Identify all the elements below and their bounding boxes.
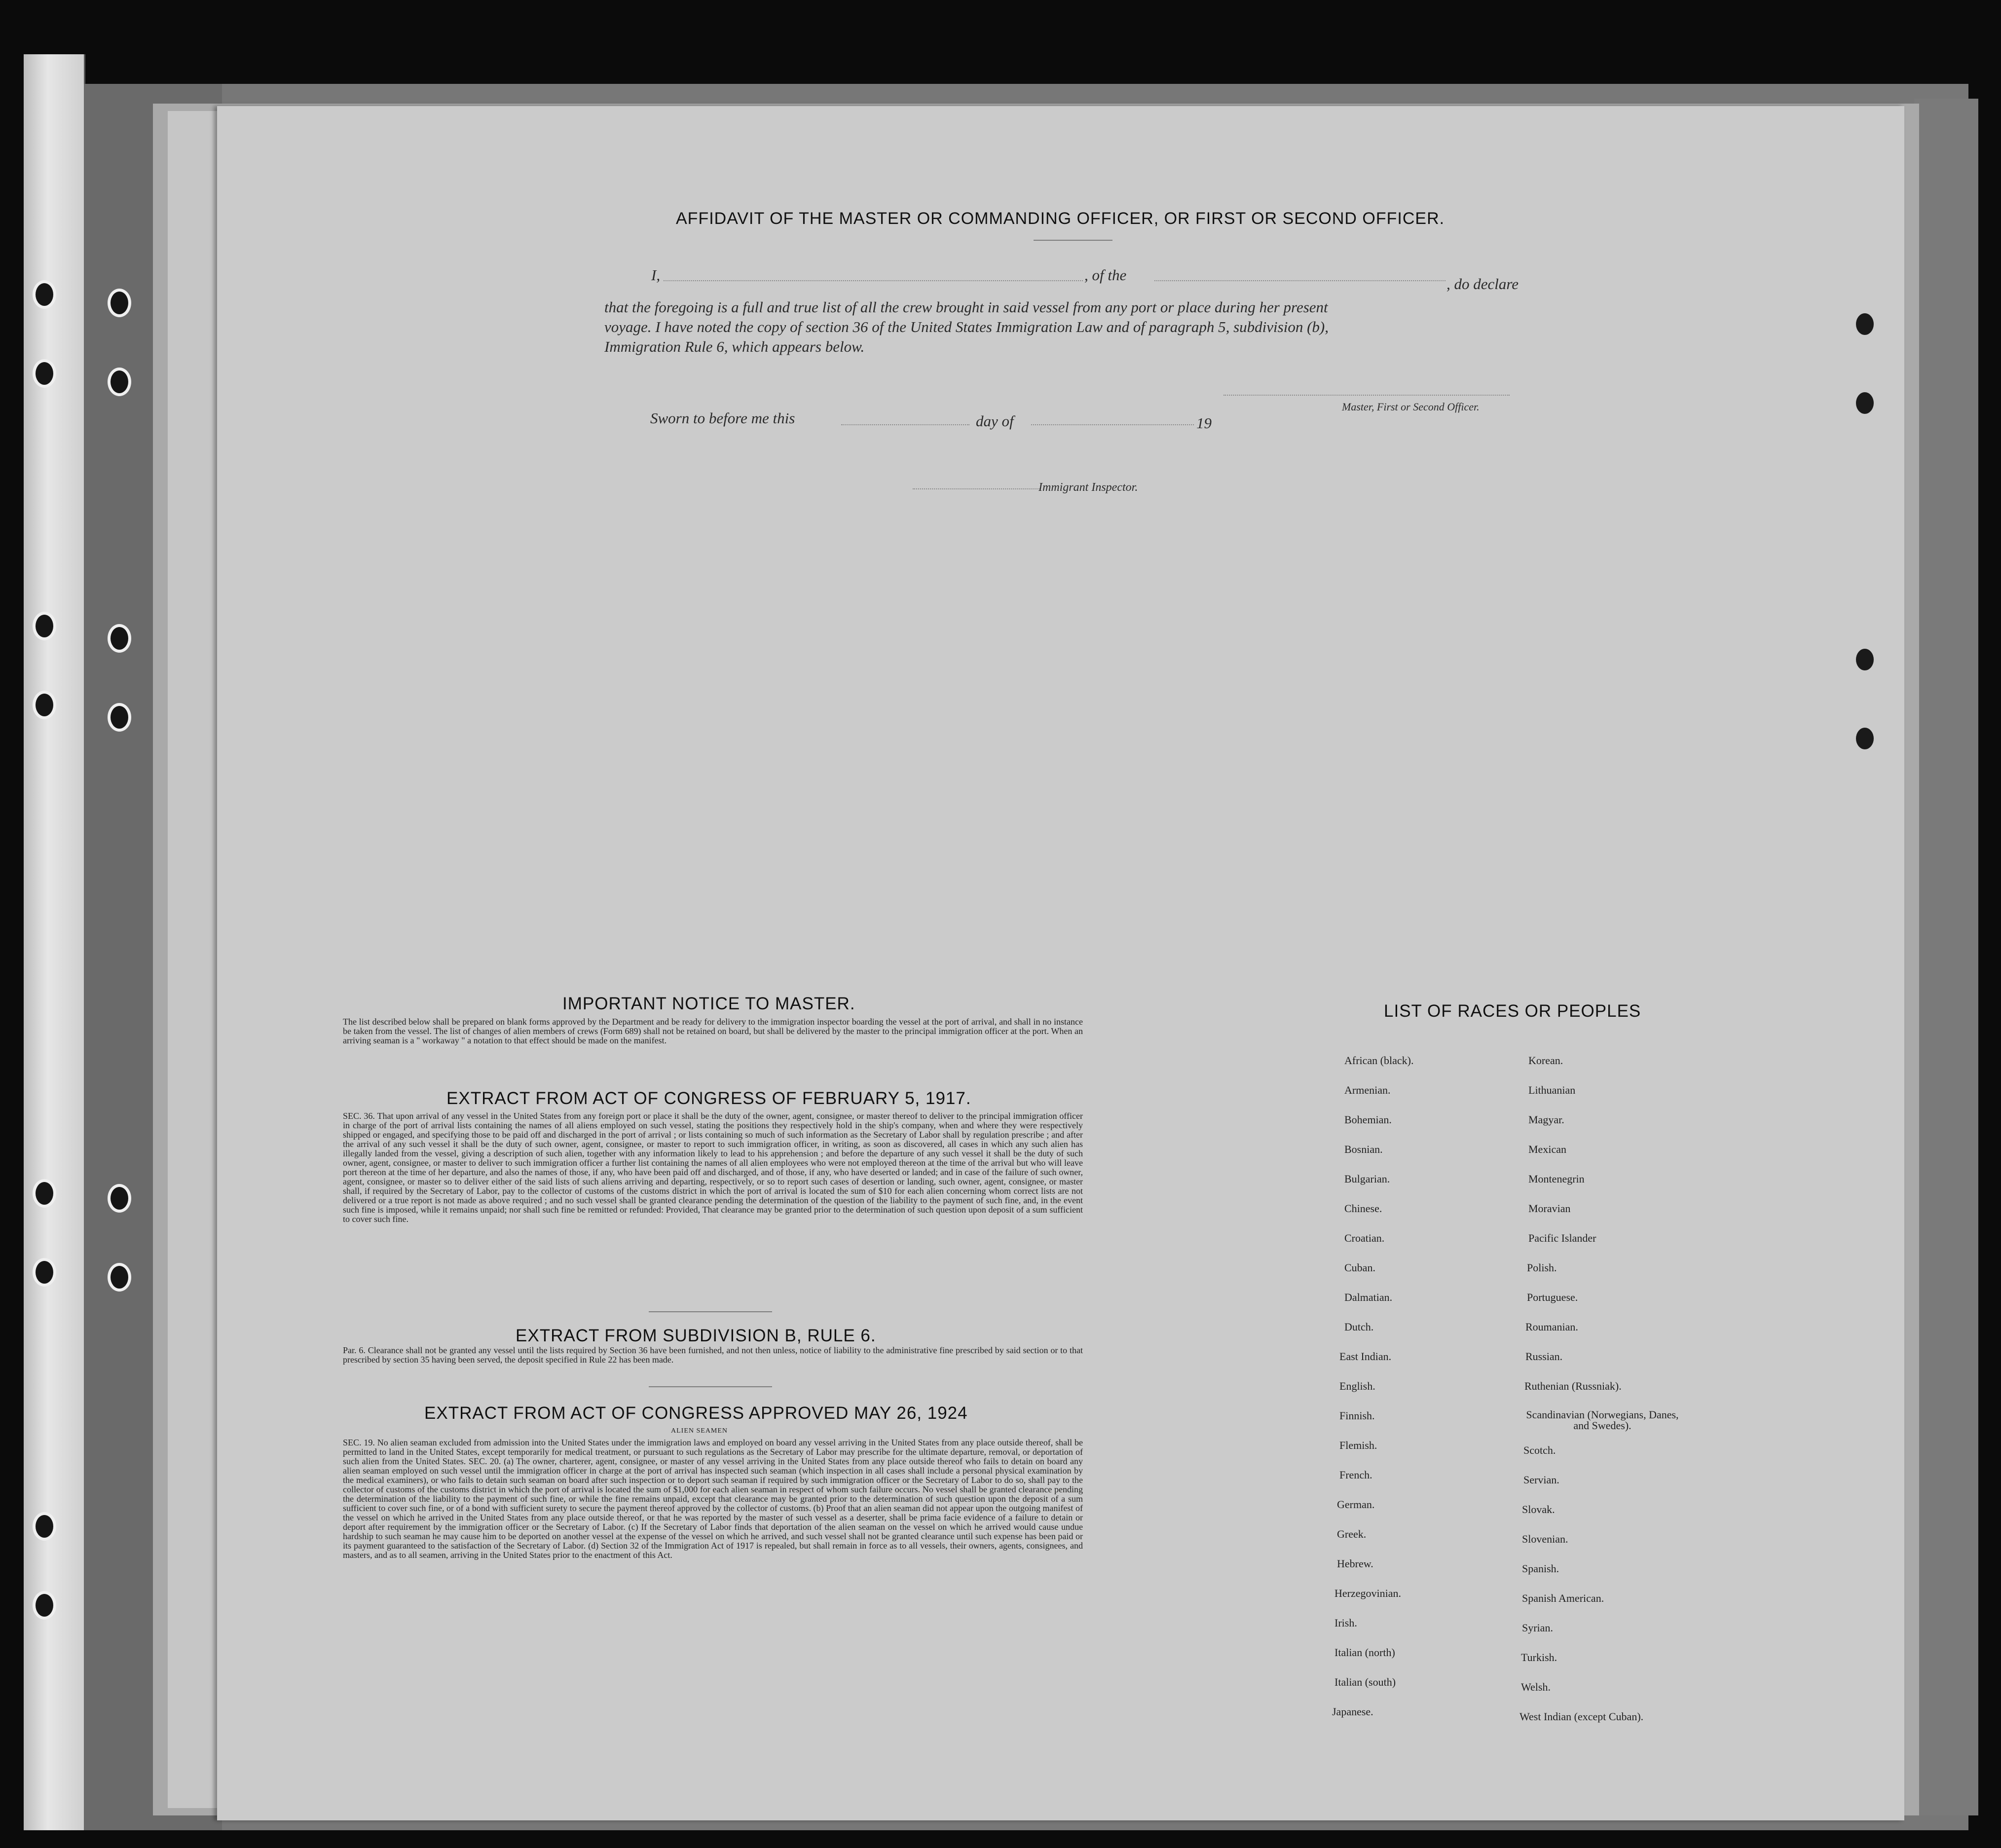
punch-hole: [1856, 728, 1874, 749]
race-item: Bosnian.: [1344, 1143, 1383, 1155]
race-item: Cuban.: [1344, 1261, 1375, 1274]
notice-text: The list described below shall be prepared on blank forms approved by the Department and be ready for delivery to the immigration inspector boarding the vessel at the port of arrival, and shall in no instance be taken from the vessel. The list of changes of alien members of crews (Form 689) shall not be retained on board, but shall be delivered by the master to the principal immigration officer at the port. When an arriving seaman is a " workaway " a notation to that effect should be made on the manifest.: [343, 1017, 1083, 1045]
affidavit-i-label: I,: [651, 266, 661, 284]
race-item: Syrian.: [1522, 1622, 1553, 1634]
extract-rule6-title: EXTRACT FROM SUBDIVISION B, RULE 6.: [516, 1326, 876, 1345]
binding-strip: [24, 54, 85, 1830]
race-item: Hebrew.: [1337, 1557, 1373, 1570]
binding-hole: [33, 1258, 56, 1287]
race-item: Spanish.: [1522, 1562, 1559, 1575]
race-item: East Indian.: [1339, 1350, 1392, 1363]
race-item: English.: [1339, 1380, 1375, 1392]
extract-1924-text: SEC. 19. No alien seaman excluded from admission into the United States under the immigration laws and employed on board any vessel arriving in the United States from any place outside thereof, shall be permitted to land in the United States, except temporarily for medical treatment, or pursuant to such regulations as the Secretary of Labor may prescribe for the ultimate departure, removal, or deportation of such alien from the United States. SEC. 20. (a) The owner, charterer, agent, consignee, or master of any vessel arriving in the United States from any place outside thereof who fails to detain on board any alien seaman employed on such vessel until the immigration officer in charge at the port of arrival has inspected such seaman (which inspection in all cases shall include a personal physical examination by the medical examiners), or who fails to detain such seaman on board after such inspection or to deport such seaman if required by such immigration officer or the Secretary of Labor to do so, shall pay to the collector of customs of the customs district in which the port of arrival is located the sum of $1,000 for each alien seaman in respect of whom such failure occurs. No vessel shall be granted clearance pending the determination of the liability to the payment of such fine, or while the fine remains unpaid, except that clearance may be granted prior to the determination of such question upon the deposit of a sum sufficient to cover such fine, or of a bond with sufficient surety to secure the payment thereof approved by the collector of customs. (b) Proof that an alien seaman did not appear upon the outgoing manifest of the vessel on which he arrived in the United States from any place outside thereof, or that he was reported by the master of such vessel as a deserter, shall be prima facie evidence of a failure to detain or deport after requirement by the immigration officer or the Secretary of Labor. (c) If the Secretary of Labor finds that deportation of the alien seaman on the vessel on which he arrived would cause undue hardship to such seaman he may cause him to be deported on another vessel at the expense of the vessel on which he arrived, and such vessel shall not be granted clearance until such expense has been paid or its payment guaranteed to the satisfaction of the Secretary of Labor. (d) Section 32 of the Immigration Act of 1917 is repealed, but shall remain in force as to all vessels, their owners, agents, consignees, and masters, and as to all seamen, arriving in the United States prior to the enactment of this Act.: [343, 1438, 1083, 1560]
race-item: Japanese.: [1332, 1705, 1373, 1718]
binding-hole: [108, 1184, 131, 1213]
binding-hole: [108, 1263, 131, 1292]
form-page: [217, 106, 1904, 1820]
race-item: Spanish American.: [1522, 1592, 1604, 1604]
binding-hole: [33, 1591, 56, 1620]
race-item: Roumanian.: [1525, 1321, 1578, 1333]
extract-rule6-text: Par. 6. Clearance shall not be granted any vessel until the lists required by Section 36 have been furnished, and not then unless, notice of liability to the administrative fine prescribed by said section or to that prescribed by section 35 having been served, the deposit specified in Rule 22 has been made.: [343, 1345, 1083, 1365]
binding-hole: [33, 691, 56, 719]
race-item: Dutch.: [1344, 1321, 1374, 1333]
race-item: Italian (north): [1334, 1646, 1395, 1659]
race-item: Irish.: [1334, 1617, 1357, 1629]
race-item: Chinese.: [1344, 1202, 1382, 1215]
affidavit-of-the-label: , of the: [1084, 266, 1127, 284]
master-signature-label: Master, First or Second Officer.: [1342, 401, 1480, 413]
race-item: French.: [1339, 1469, 1372, 1481]
race-item: Herzegovinian.: [1334, 1587, 1401, 1599]
race-item: Russian.: [1525, 1350, 1563, 1363]
race-item: Bulgarian.: [1344, 1173, 1390, 1185]
race-item: Italian (south): [1334, 1676, 1396, 1688]
extract-1924-title: EXTRACT FROM ACT OF CONGRESS APPROVED MAY 26, 1924: [424, 1404, 968, 1423]
race-item: Slovenian.: [1522, 1533, 1568, 1545]
extract-1917-title: EXTRACT FROM ACT OF CONGRESS OF FEBRUARY 5, 1917.: [446, 1089, 971, 1108]
race-item: Greek.: [1337, 1528, 1367, 1540]
punch-hole: [1856, 649, 1874, 670]
extract-1924-subtitle: ALIEN SEAMEN: [671, 1427, 728, 1435]
notice-title: IMPORTANT NOTICE TO MASTER.: [562, 994, 855, 1013]
binding-hole: [108, 624, 131, 653]
race-item: West Indian (except Cuban).: [1519, 1710, 1644, 1723]
race-item: Scotch.: [1523, 1444, 1556, 1456]
race-item: Lithuanian: [1528, 1084, 1576, 1096]
race-item: German.: [1337, 1498, 1375, 1511]
race-item: Welsh.: [1521, 1681, 1551, 1693]
race-item: Moravian: [1528, 1202, 1571, 1215]
day-of-label: day of: [976, 412, 1014, 430]
affidavit-title: AFFIDAVIT OF THE MASTER OR COMMANDING OFFICER, OR FIRST OR SECOND OFFICER.: [676, 209, 1445, 228]
race-item: Portuguese.: [1527, 1291, 1578, 1303]
affidavit-body-line2: voyage. I have noted the copy of section 36 of the United States Immigration Law and of paragraph 5, subdivision (b),: [604, 318, 1329, 335]
race-item: Croatian.: [1344, 1232, 1385, 1244]
extract-1917-text: SEC. 36. That upon arrival of any vessel in the United States from any foreign port or place it shall be the duty of the owner, agent, consignee, or master thereof to deliver to the principal immigration officer in charge of the port of arrival lists containing the names of all aliens employed on such vessel, stating the positions they respectively hold in the ship's company, when and where they were respectively shipped or engaged, and specifying those to be paid off and discharged in the port of arrival ; or lists containing so much of such information as the Secretary of Labor shall by regulation prescribe ; and after the arrival of any such vessel it shall be the duty of such owner, agent, consignee, or master to report to such immigration officer, in writing, as soon as discovered, all cases in which any such alien has illegally landed from the vessel, giving a description of such alien, together with any information likely to lead to his apprehension ; and before the departure of any such vessel it shall be the duty of such owner, agent, consignee, or master to deliver to such immigration officer a further list containing the names of all alien employees who were not employed thereon at the time of the arrival but who will leave port thereon at the time of her departure, and also the names of those, if any, who have been paid off and discharged, and of those, if any, who have deserted or landed; and in case of the failure of such owner, agent, consignee, or master so to deliver either of the said lists of such aliens arriving and departing, respectively, or so to report such cases of desertion or landing, such owner, agent, consignee, or master shall, if required by the Secretary of Labor, pay to the collector of customs of the customs district in which the port of arrival is located the sum of $10 for each alien concerning whom correct lists are not delivered or a true report is not made as above required ; and no such vessel shall be granted clearance pending the determination of the question of the liability to the payment of such fine, and, in the event such fine is imposed, while it remains unpaid; nor shall such fine be remitted or refunded: Provided, That clearance may be granted prior to the determination of such question upon deposit of a sum sufficient to cover such fine.: [343, 1111, 1083, 1224]
binding-hole: [33, 280, 56, 309]
race-item: African (black).: [1344, 1054, 1414, 1067]
binding-hole: [33, 612, 56, 640]
year-label: 19: [1196, 414, 1212, 432]
race-item: Scandinavian (Norwegians, Danes, and Swedes).: [1526, 1408, 1679, 1432]
right-page-edge: [1914, 99, 1978, 1815]
race-item: Montenegrin: [1528, 1173, 1585, 1185]
race-item: Servian.: [1523, 1474, 1559, 1486]
race-item: Dalmatian.: [1344, 1291, 1393, 1303]
affidavit-body-line1: that the foregoing is a full and true list of all the crew brought in said vessel from any port or place during her present: [604, 298, 1328, 316]
race-item: Armenian.: [1344, 1084, 1391, 1096]
binding-hole: [108, 703, 131, 732]
race-item: Pacific Islander: [1528, 1232, 1596, 1244]
binding-hole: [33, 1512, 56, 1541]
race-item: Mexican: [1528, 1143, 1566, 1155]
race-item: Flemish.: [1339, 1439, 1377, 1451]
affidavit-body-line3: Immigration Rule 6, which appears below.: [604, 338, 865, 355]
race-item: Bohemian.: [1344, 1113, 1392, 1126]
race-item: Slovak.: [1522, 1503, 1555, 1515]
sworn-label: Sworn to before me this: [650, 409, 795, 427]
binding-hole: [33, 1179, 56, 1208]
binding-hole: [33, 359, 56, 388]
inspector-label: Immigrant Inspector.: [1038, 481, 1138, 494]
punch-hole: [1856, 313, 1874, 335]
race-item: Finnish.: [1339, 1409, 1375, 1422]
races-title: LIST OF RACES OR PEOPLES: [1384, 1001, 1641, 1021]
affidavit-do-declare-label: , do declare: [1446, 275, 1519, 293]
race-item: Ruthenian (Russniak).: [1524, 1380, 1622, 1392]
race-item: Korean.: [1528, 1054, 1563, 1067]
binding-hole: [108, 289, 131, 317]
race-item: Turkish.: [1521, 1651, 1557, 1663]
binding-hole: [108, 368, 131, 396]
punch-hole: [1856, 392, 1874, 414]
race-item: Magyar.: [1528, 1113, 1564, 1126]
race-item: Polish.: [1527, 1261, 1557, 1274]
